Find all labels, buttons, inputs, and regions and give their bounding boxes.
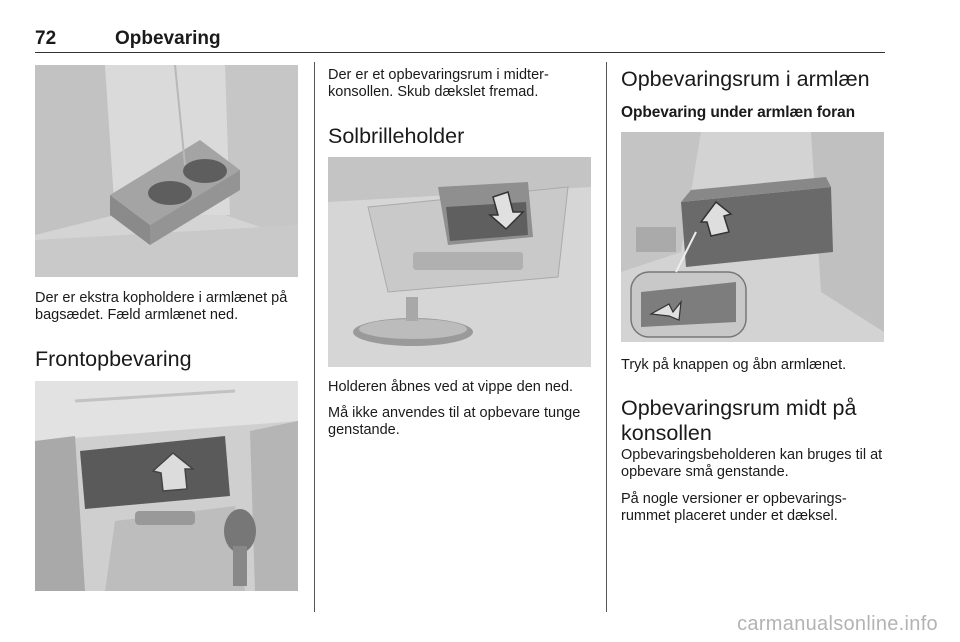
sunglasses-holder-illustration [328,157,591,367]
sunglasses-open-text: Holderen åbnes ved at vippe den ned. [328,379,574,395]
sunglasses-warning-text: Må ikke anvendes til at opbevare tunge genstande. [328,405,581,438]
page-title: Opbevaring [115,28,221,49]
center-console-storage-heading: Opbevaringsrum midt på konsollen [621,396,857,445]
console-versions-text: På nogle versioner er opbevarings-rummet placeret under et dæksel. [621,491,847,524]
rear-armrest-cupholder-illustration [35,65,298,277]
sunglasses-holder-heading: Solbrilleholder [328,124,465,148]
armrest-open-text: Tryk på knappen og åbn armlænet. [621,357,847,373]
watermark: carmanualsonline.info [737,613,938,635]
front-armrest-subheading: Opbevaring under armlæn foran [621,104,855,121]
console-storage-text: Opbevaringsbeholderen kan bruges til at opbevare små genstande. [621,447,883,480]
page-number: 72 [35,28,57,49]
front-storage-heading: Frontopbevaring [35,347,192,371]
column-divider [314,62,315,612]
front-armrest-illustration [621,132,884,342]
front-storage-illustration [35,381,298,591]
rear-cupholder-caption: Der er ekstra kopholdere i armlænet på bagsædet. Fæld armlænet ned. [35,290,288,323]
armrest-storage-heading: Opbevaringsrum i armlæn [621,67,870,91]
column-divider [606,62,607,612]
center-console-intro: Der er et opbevaringsrum i midter-konsollen. Skub dækslet fremad. [328,67,549,100]
page-header [35,22,885,53]
